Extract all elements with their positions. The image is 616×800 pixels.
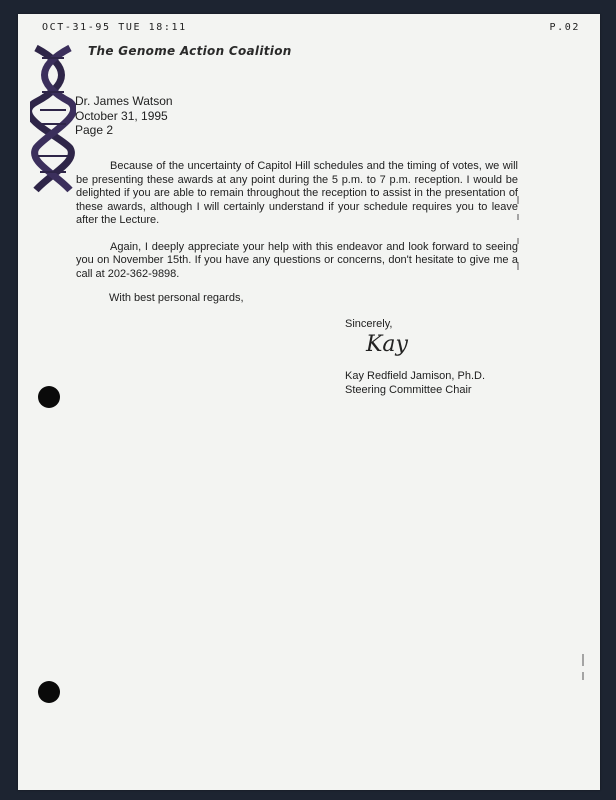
closing-sincerely: Sincerely,: [345, 318, 393, 330]
page-label: Page 2: [75, 123, 114, 137]
letter-date: October 31, 1995: [75, 108, 168, 123]
fax-date-time: OCT-31-95 TUE 18:11: [42, 22, 187, 33]
margin-marks: [18, 14, 600, 790]
closing-regards: With best personal regards,: [109, 292, 244, 304]
document-page: [18, 14, 600, 790]
signer-title: Steering Committee Chair: [345, 383, 472, 396]
handwritten-signature: Kay: [366, 332, 408, 357]
recipient-name: Dr. James Watson: [75, 94, 173, 108]
signer-name: Kay Redfield Jamison, Ph.D.: [345, 370, 486, 382]
body-paragraph: Because of the uncertainty of Capitol Hill schedules and the timing of votes, we will be presenting these awards at any point during the 5 p.m. to 7 p.m. reception. I would be delighted if you are able to remain throughout the reception to assist in the presentation of these awards, although I will certainly understand if your schedule requires you to leave after the Lecture.: [76, 160, 518, 226]
organization-name: The Genome Action Coalition: [88, 44, 292, 58]
fax-page-number: P.02: [549, 22, 580, 33]
body-paragraph: Again, I deeply appreciate your help with this endeavor and look forward to seeing you on November 15th. If you have any questions or concerns, don't hesitate to give me a call at 202-362-9898.: [76, 240, 518, 280]
